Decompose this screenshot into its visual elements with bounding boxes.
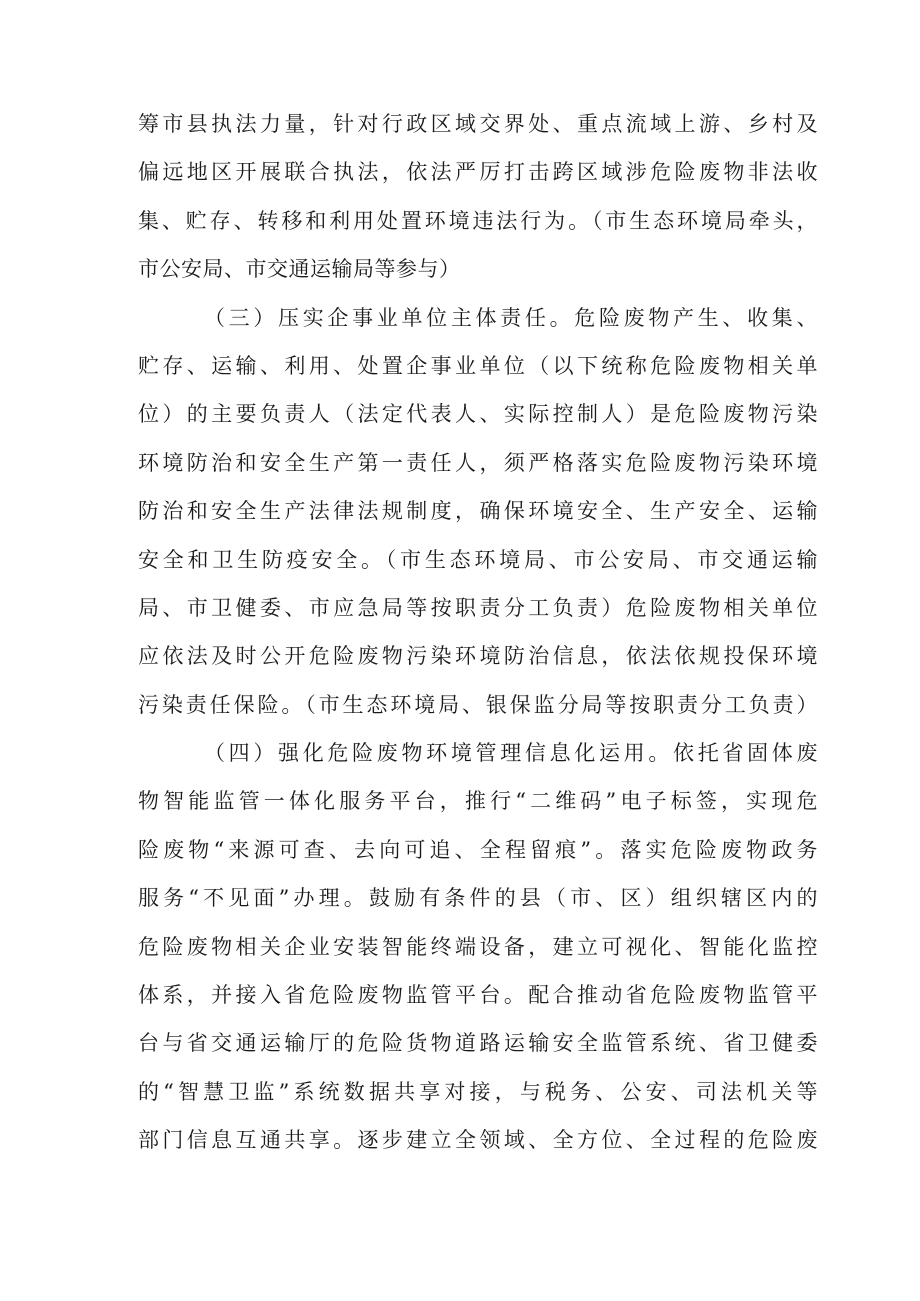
text-line: 物智能监管一体化服务平台，推行“二维码”电子标签，实现危: [138, 789, 818, 814]
text-line: （三）压实企事业单位主体责任。危险废物产生、收集、: [204, 305, 818, 330]
text-line: 市公安局、市交通运输局等参与）: [138, 257, 461, 282]
text-line: 防治和安全生产法律法规制度，确保环境安全、生产安全、运输: [138, 499, 818, 524]
text-line: 筹市县执法力量，针对行政区域交界处、重点流域上游、乡村及: [138, 112, 818, 136]
text-line: 偏远地区开展联合执法，依法严厉打击跨区域涉危险废物非法收: [138, 160, 818, 185]
text-line: 应依法及时公开危险废物污染环境防治信息，依法依规投保环境: [138, 644, 818, 669]
text-line: 环境防治和安全生产第一责任人，须严格落实危险废物污染环境: [138, 450, 818, 475]
text-line: 局、市卫健委、市应急局等按职责分工负责）危险废物相关单位: [138, 595, 818, 620]
text-line: 体系，并接入省危险废物监管平台。配合推动省危险废物监管平: [138, 983, 818, 1008]
text-line: 危险废物相关企业安装智能终端设备，建立可视化、智能化监控: [138, 934, 818, 959]
text-line: 的“智慧卫监”系统数据共享对接，与税务、公安、司法机关等: [138, 1079, 818, 1104]
text-line: （四）强化危险废物环境管理信息化运用。依托省固体废: [204, 741, 818, 766]
text-line: 贮存、运输、利用、处置企事业单位（以下统称危险废物相关单: [138, 353, 818, 378]
document-body: [138, 100, 818, 1165]
text-line: 安全和卫生防疫安全。（市生态环境局、市公安局、市交通运输: [138, 547, 818, 572]
text-line: 位）的主要负责人（法定代表人、实际控制人）是危险废物污染: [138, 402, 818, 427]
text-line: 部门信息互通共享。逐步建立全领域、全方位、全过程的危险废: [138, 1128, 818, 1153]
text-line: 台与省交通运输厅的危险货物道路运输安全监管系统、省卫健委: [138, 1031, 818, 1056]
text-line: 服务“不见面”办理。鼓励有条件的县（市、区）组织辖区内的: [138, 886, 818, 911]
text-line: 污染责任保险。（市生态环境局、银保监分局等按职责分工负责）: [138, 692, 818, 717]
text-line: 险废物“来源可查、去向可追、全程留痕”。落实危险废物政务: [138, 837, 818, 862]
text-line: 集、贮存、转移和利用处置环境违法行为。（市生态环境局牵头，: [138, 208, 818, 233]
